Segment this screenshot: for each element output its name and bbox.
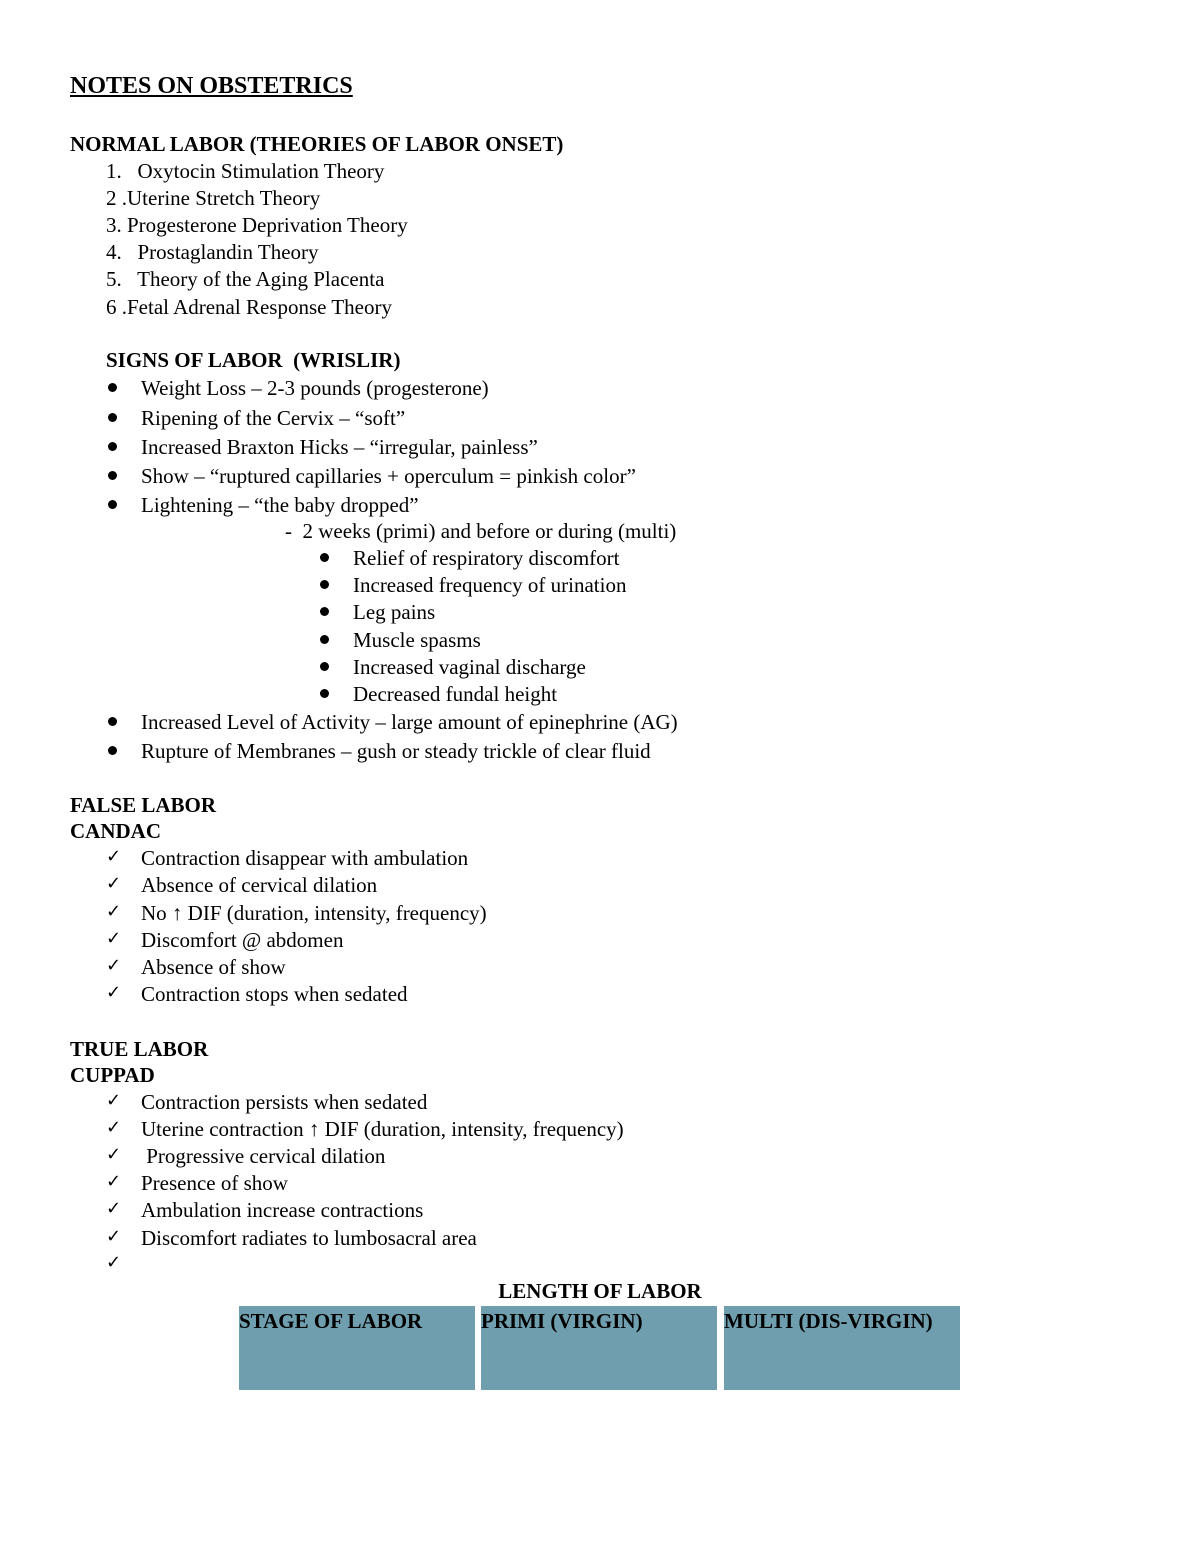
table-header-label: MULTI (DIS-VIRGIN) xyxy=(724,1309,933,1333)
sign-item: Rupture of Membranes – gush or steady trickle of clear fluid xyxy=(141,739,651,763)
false-labor-item: Contraction stops when sedated xyxy=(141,982,408,1006)
theory-item: 1. Oxytocin Stimulation Theory xyxy=(106,159,385,183)
theory-item: 3. Progesterone Deprivation Theory xyxy=(106,213,408,237)
bullet-icon xyxy=(320,689,329,698)
sign-item: Ripening of the Cervix – “soft” xyxy=(141,406,406,430)
true-labor-item: Presence of show xyxy=(141,1171,288,1195)
bullet-icon xyxy=(108,442,117,451)
false-labor-item: Absence of show xyxy=(141,955,286,979)
lightening-effect: Increased frequency of urination xyxy=(353,573,627,597)
page-title: NOTES ON OBSTETRICS xyxy=(70,73,353,99)
sign-item: Show – “ruptured capillaries + operculum = pinkish color” xyxy=(141,464,636,488)
length-of-labor-heading: LENGTH OF LABOR xyxy=(498,1279,702,1303)
check-icon: ✓ xyxy=(106,1171,122,1192)
check-icon: ✓ xyxy=(106,1252,122,1273)
sign-item: Lightening – “the baby dropped” xyxy=(141,493,419,517)
sign-item: Weight Loss – 2-3 pounds (progesterone) xyxy=(141,376,489,400)
bullet-icon xyxy=(108,746,117,755)
sign-item: Increased Level of Activity – large amount of epinephrine (AG) xyxy=(141,710,678,734)
table-header-cell-stage xyxy=(239,1306,475,1390)
true-labor-item: Uterine contraction ↑ DIF (duration, intensity, frequency) xyxy=(141,1117,624,1141)
lightening-effect: Relief of respiratory discomfort xyxy=(353,546,620,570)
lightening-note: - 2 weeks (primi) and before or during (multi) xyxy=(285,519,677,543)
bullet-icon xyxy=(108,383,117,392)
table-header-label: PRIMI (VIRGIN) xyxy=(481,1309,643,1333)
bullet-icon xyxy=(320,607,329,616)
normal-labor-heading: NORMAL LABOR (THEORIES OF LABOR ONSET) xyxy=(70,132,564,156)
false-labor-heading: FALSE LABOR xyxy=(70,793,217,817)
true-labor-item: Discomfort radiates to lumbosacral area xyxy=(141,1226,477,1250)
table-header-cell-primi xyxy=(481,1306,717,1390)
check-icon: ✓ xyxy=(106,1226,122,1247)
check-icon: ✓ xyxy=(106,1090,122,1111)
bullet-icon xyxy=(320,635,329,644)
true-labor-item: Progressive cervical dilation xyxy=(141,1144,386,1168)
table-header-cell-multi xyxy=(724,1306,960,1390)
lightening-effect: Decreased fundal height xyxy=(353,682,558,706)
bullet-icon xyxy=(108,500,117,509)
check-icon: ✓ xyxy=(106,1144,122,1165)
lightening-effect: Increased vaginal discharge xyxy=(353,655,586,679)
false-labor-acronym: CANDAC xyxy=(70,819,161,843)
check-icon: ✓ xyxy=(106,928,122,949)
check-icon: ✓ xyxy=(106,955,122,976)
true-labor-item: Contraction persists when sedated xyxy=(141,1090,428,1114)
bullet-icon xyxy=(320,580,329,589)
lightening-effect: Leg pains xyxy=(353,600,436,624)
true-labor-item: Ambulation increase contractions xyxy=(141,1198,424,1222)
check-icon: ✓ xyxy=(106,846,122,867)
false-labor-item: Absence of cervical dilation xyxy=(141,873,378,897)
lightening-effect: Muscle spasms xyxy=(353,628,481,652)
true-labor-acronym: CUPPAD xyxy=(70,1063,155,1087)
false-labor-item: Discomfort @ abdomen xyxy=(141,928,344,952)
check-icon: ✓ xyxy=(106,982,122,1003)
true-labor-heading: TRUE LABOR xyxy=(70,1037,209,1061)
sign-item: Increased Braxton Hicks – “irregular, painless” xyxy=(141,435,538,459)
check-icon: ✓ xyxy=(106,1117,122,1138)
bullet-icon xyxy=(320,662,329,671)
theory-item: 5. Theory of the Aging Placenta xyxy=(106,267,385,291)
theory-item: 4. Prostaglandin Theory xyxy=(106,240,319,264)
signs-of-labor-heading: SIGNS OF LABOR (WRISLIR) xyxy=(106,348,401,372)
bullet-icon xyxy=(320,553,329,562)
theory-item: 6 .Fetal Adrenal Response Theory xyxy=(106,295,392,319)
false-labor-item: Contraction disappear with ambulation xyxy=(141,846,469,870)
false-labor-item: No ↑ DIF (duration, intensity, frequency) xyxy=(141,901,487,925)
check-icon: ✓ xyxy=(106,873,122,894)
bullet-icon xyxy=(108,413,117,422)
table-header-label: STAGE OF LABOR xyxy=(239,1309,423,1333)
bullet-icon xyxy=(108,717,117,726)
check-icon: ✓ xyxy=(106,901,122,922)
theory-item: 2 .Uterine Stretch Theory xyxy=(106,186,321,210)
check-icon: ✓ xyxy=(106,1198,122,1219)
bullet-icon xyxy=(108,471,117,480)
